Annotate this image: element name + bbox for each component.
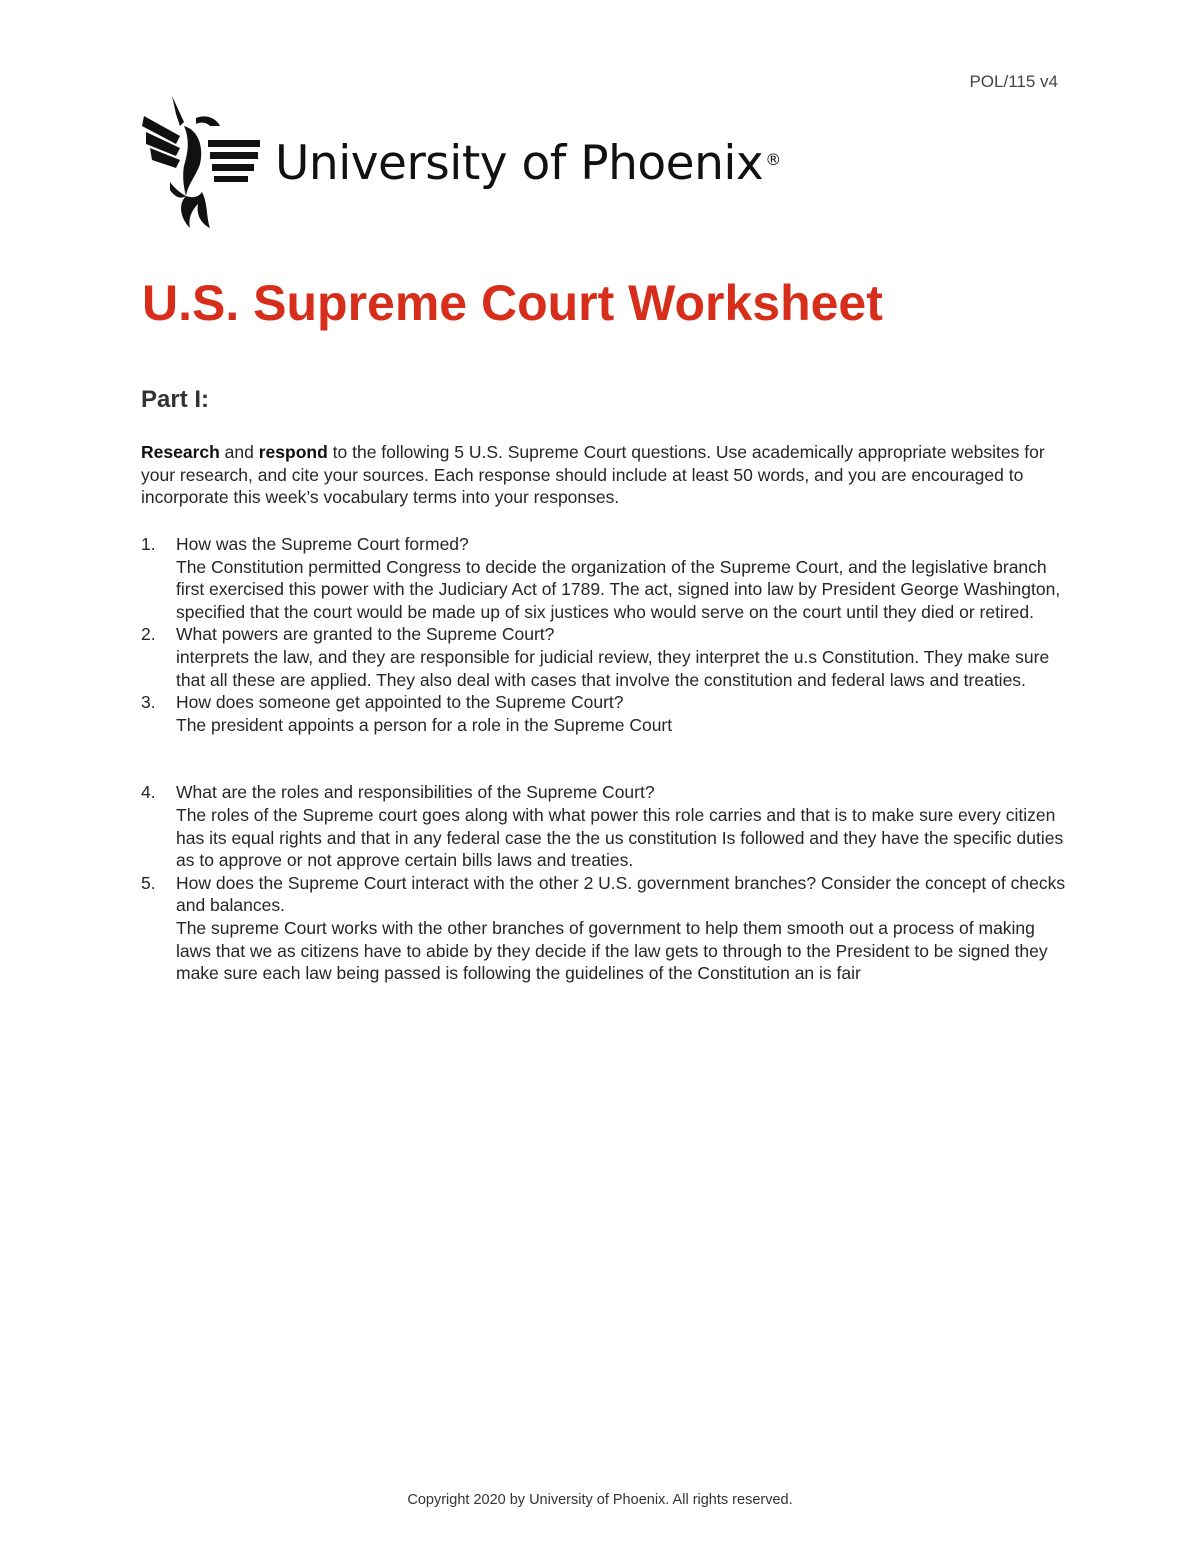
part-heading: Part I: [141, 386, 210, 413]
registered-mark: ® [765, 150, 781, 169]
question-text: How does someone get appointed to the Supreme Court? [176, 692, 624, 713]
question-list [141, 533, 1066, 985]
answer-text: The supreme Court works with the other branches of government to help them smooth out a process of making laws that we as citizens have to abide by they decide if the law gets to through to the President to be signed they make sure each law being passed is following the guidelines of the Constitution an is fair [176, 917, 1048, 984]
answer-text: interprets the law, and they are responsible for judicial review, they interpret the u.s Constitution. They make sure that all these are applied. They also deal with cases that involve the constitution and federal laws and treaties. [176, 646, 1050, 690]
intro-text-2: to the following 5 U.S. Supreme Court questions. Use academically appropriate websites for your research, and cite your sources. Each response should include at least 50 words, and you are encouraged to incorporate this week’s vocabulary terms into your responses. [141, 442, 1045, 508]
question-item [141, 872, 1066, 985]
question-number: 1. [141, 534, 156, 554]
intro-bold-research: Research [141, 442, 220, 462]
intro-text-1: and [219, 442, 259, 462]
question-number: 3. [141, 692, 156, 713]
question-number: 5. [141, 872, 156, 893]
question-item [141, 623, 1066, 691]
question-text: What are the roles and responsibilities of the Supreme Court? [176, 782, 655, 803]
intro-bold-respond: respond [258, 442, 328, 462]
question-text: What powers are granted to the Supreme Court? [176, 624, 555, 645]
logo-name: University of Phoenix [275, 136, 764, 191]
university-logo [140, 92, 780, 232]
answer-text: The Constitution permitted Congress to decide the organization of the Supreme Court, and the legislative branch first exercised this power with the Judiciary Act of 1789. The act, signed into law by President George Washington, specified that the court would be made up of six justices who would serve on the court until they died or retired. [176, 556, 1061, 622]
blank-gap [176, 736, 1066, 781]
question-item [141, 691, 1066, 781]
copyright-footer: Copyright 2020 by University of Phoenix. All rights reserved. [407, 1492, 793, 1508]
logo-wordmark [275, 136, 781, 191]
answer-text: The roles of the Supreme court goes along with what power this role carries and that is to make sure every citizen has its equal rights and that in any federal case the the us constitution Is followed and they have the specific duties as to approve or not approve certain bills laws and treaties. [176, 804, 1064, 871]
course-code: POL/115 v4 [969, 72, 1058, 91]
answer-text: The president appoints a person for a role in the Supreme Court [176, 714, 673, 735]
question-number: 4. [141, 782, 156, 803]
phoenix-logo-icon [140, 92, 260, 232]
question-number: 2. [141, 624, 156, 645]
question-item [141, 533, 1066, 623]
instructions-paragraph [141, 441, 1071, 509]
question-text: How was the Supreme Court formed? [176, 534, 469, 554]
page-title: U.S. Supreme Court Worksheet [142, 275, 883, 331]
question-item [141, 781, 1066, 871]
question-text: How does the Supreme Court interact with the other 2 U.S. government branches? Consider the concept of checks and balances. [176, 872, 1066, 916]
